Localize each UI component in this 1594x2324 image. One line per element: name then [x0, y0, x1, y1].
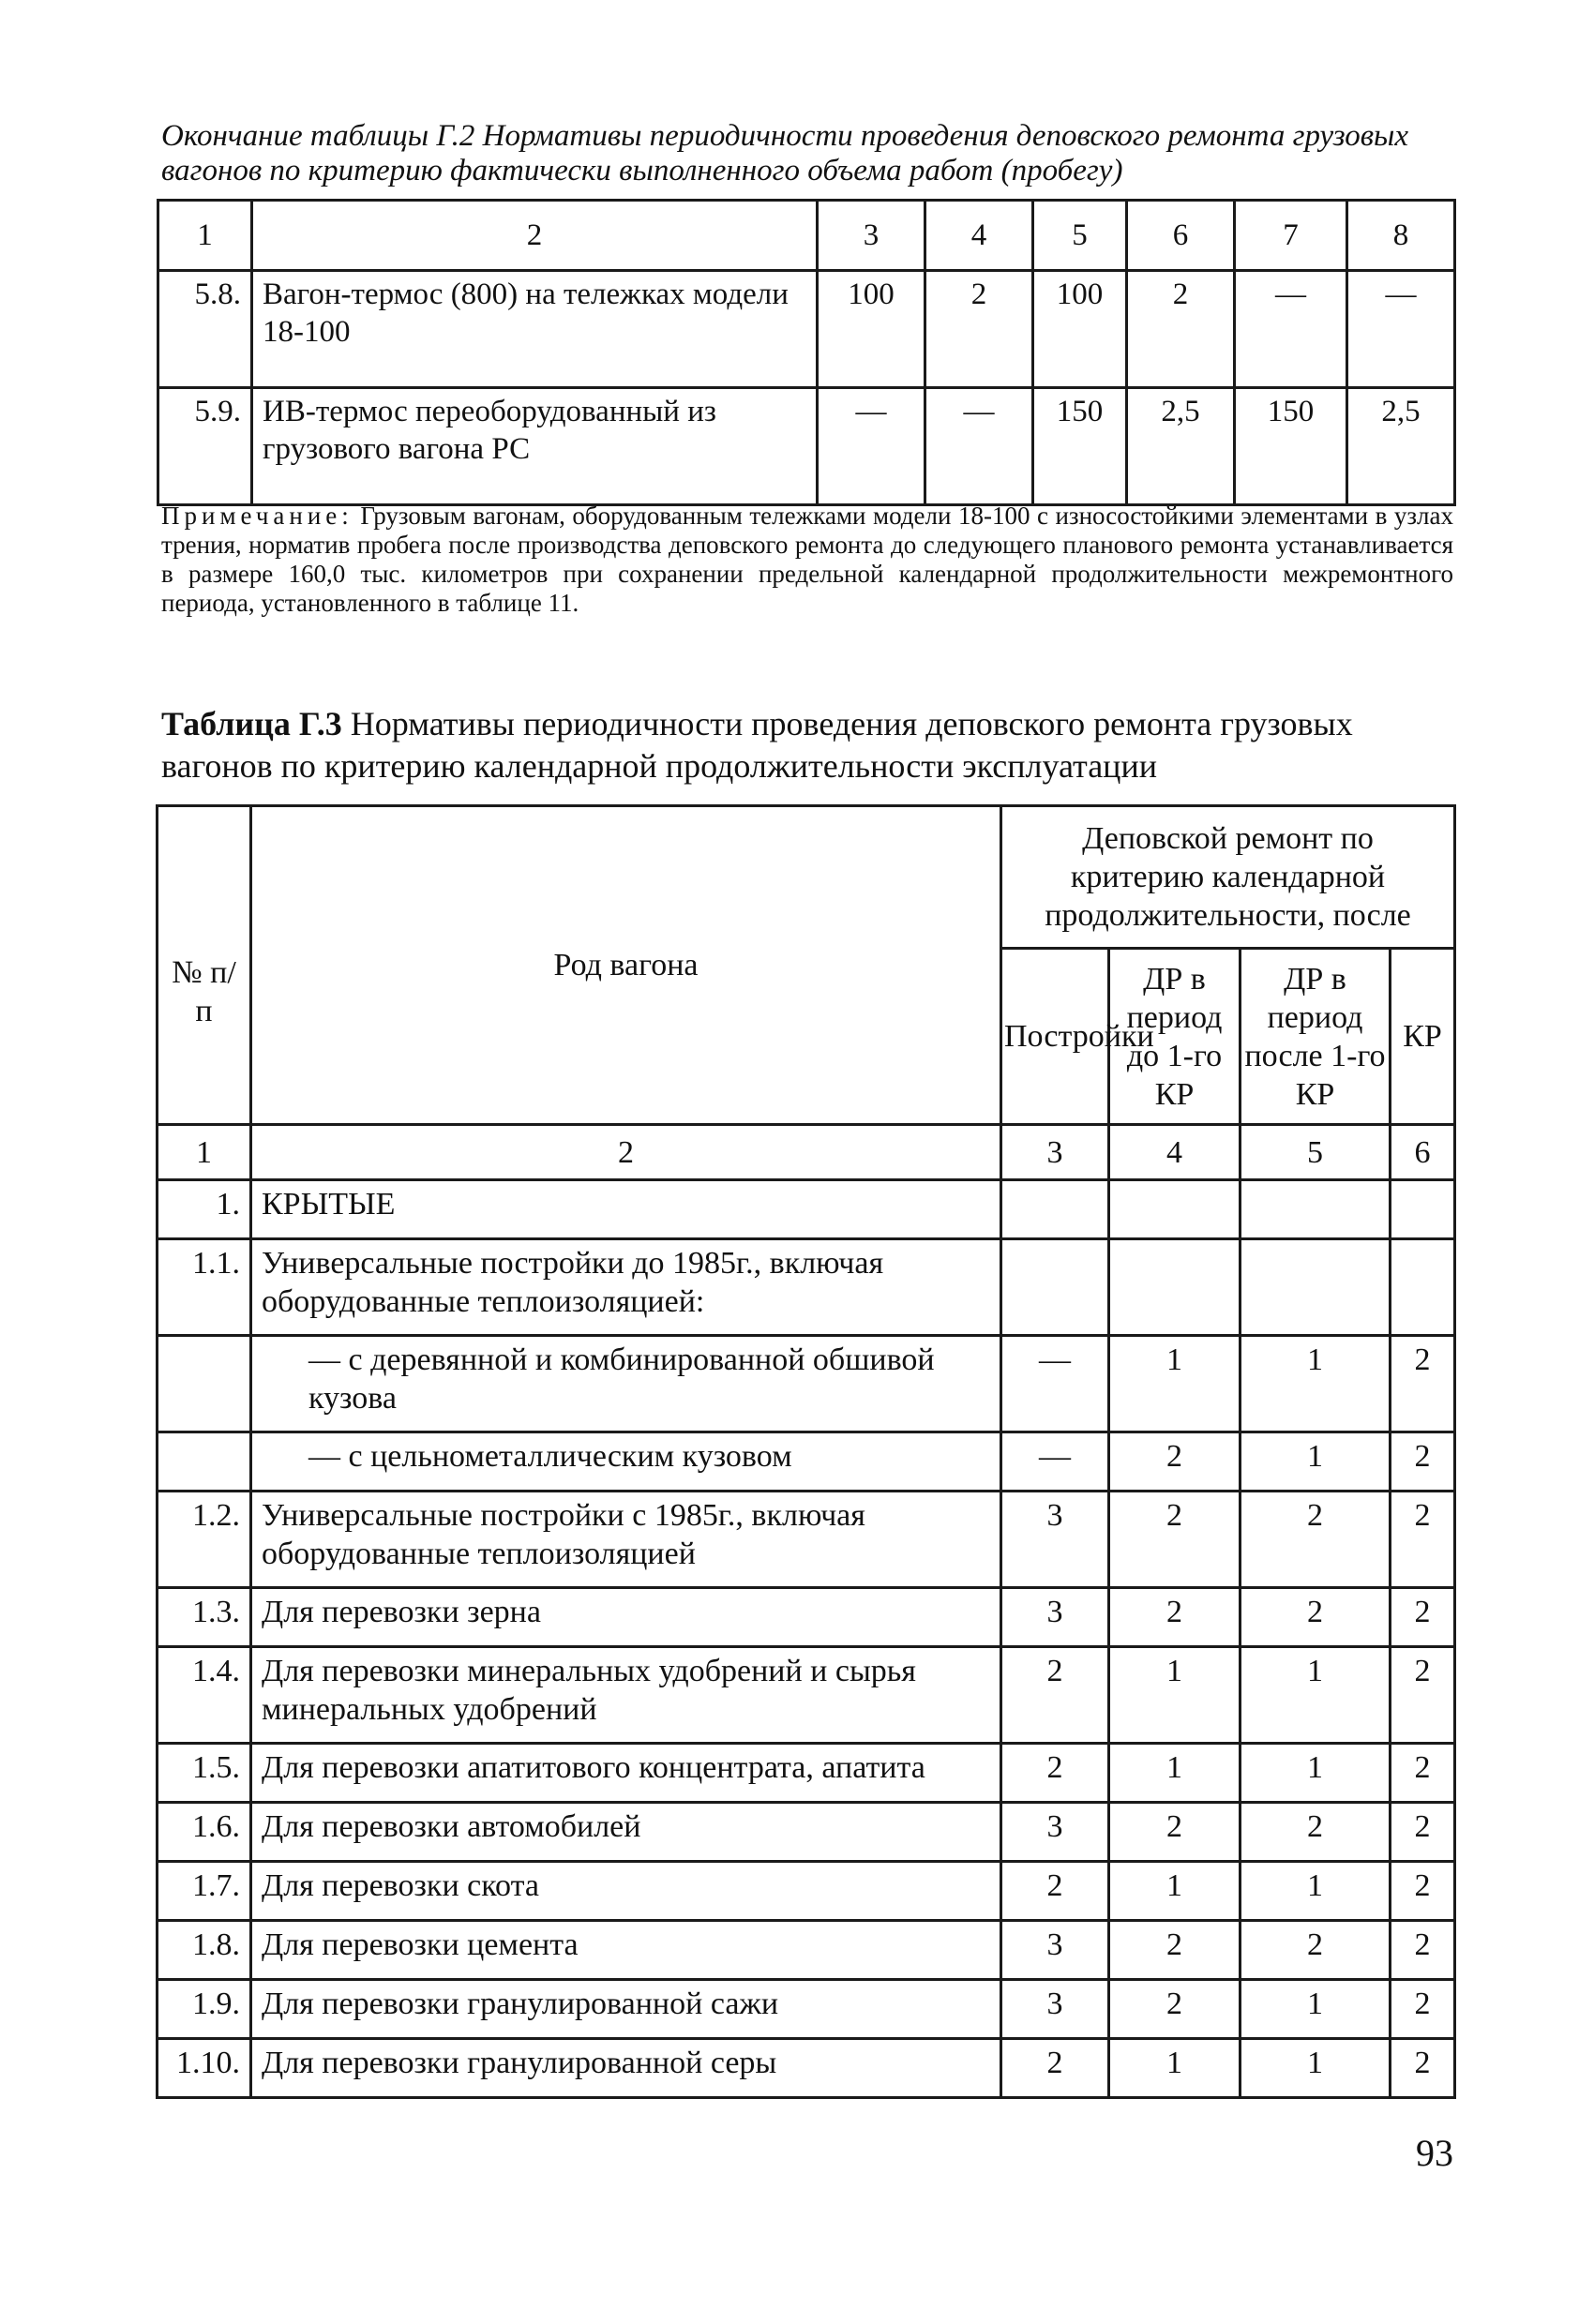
cell-value: 2: [1109, 1803, 1241, 1862]
col-number: 1: [158, 1125, 251, 1180]
cell-value: 2,5: [1127, 388, 1235, 505]
cell-value: 100: [1033, 271, 1127, 388]
wagon-type: КРЫТЫЕ: [251, 1180, 1001, 1239]
cell-value: 2: [1391, 1492, 1455, 1588]
table-g3-label: Таблица Г.3: [161, 705, 342, 742]
cell-value: —: [1001, 1336, 1109, 1432]
cell-value: [1001, 1180, 1109, 1239]
wagon-type: Для перевозки цемента: [251, 1921, 1001, 1980]
cell-value: 2: [1391, 1336, 1455, 1432]
cell-value: 2: [1241, 1492, 1391, 1588]
col-number: 3: [1001, 1125, 1109, 1180]
col-number: 7: [1235, 201, 1347, 271]
wagon-type: Универсальные постройки с 1985г., включая оборудованные теплоизоляцией: [251, 1492, 1001, 1588]
cell-value: 2: [1109, 1492, 1241, 1588]
col-number: 8: [1347, 201, 1455, 271]
cell-value: 1: [1109, 2039, 1241, 2098]
table-row: [158, 1432, 1455, 1492]
cell-value: 2: [1001, 1744, 1109, 1803]
cell-value: 1: [1241, 1744, 1391, 1803]
row-number: 1.7.: [158, 1862, 251, 1921]
wagon-type: Для перевозки гранулированной сажи: [251, 1980, 1001, 2039]
table-row: [158, 1239, 1455, 1336]
cell-value: 1: [1109, 1336, 1241, 1432]
cell-value: 2: [1109, 1432, 1241, 1492]
col-number: 6: [1127, 201, 1235, 271]
cell-value: 2: [1391, 2039, 1455, 2098]
table-g2-continuation-caption: Окончание таблицы Г.2 Нормативы периодичности проведения деповского ремонта грузовых вагонов по критерию фактически выполненного объема работ (пробегу): [161, 119, 1409, 187]
table-row: [158, 1180, 1455, 1239]
page-number: 93: [1416, 2132, 1453, 2174]
table-row: [158, 1492, 1455, 1588]
cell-value: 2: [1001, 1647, 1109, 1744]
col-header-depot-repair-group: Деповской ремонт по критерию календарной продолжительности, после: [1001, 806, 1455, 949]
cell-value: 2: [1109, 1980, 1241, 2039]
cell-value: 2: [1001, 2039, 1109, 2098]
cell-value: 1: [1109, 1647, 1241, 1744]
cell-value: 2: [1391, 1862, 1455, 1921]
cell-value: 2: [1391, 1980, 1455, 2039]
wagon-type: Для перевозки автомобилей: [251, 1803, 1001, 1862]
row-number: 5.9.: [158, 388, 252, 505]
col-number: 5: [1241, 1125, 1391, 1180]
row-number: 1.6.: [158, 1803, 251, 1862]
wagon-type: Для перевозки скота: [251, 1862, 1001, 1921]
table-row: [158, 1980, 1455, 2039]
cell-value: 1: [1241, 2039, 1391, 2098]
col-number: 6: [1391, 1125, 1455, 1180]
row-number: 1.10.: [158, 2039, 251, 2098]
table-row: [158, 1862, 1455, 1921]
col-number: 5: [1033, 201, 1127, 271]
wagon-type: Вагон-термос (800) на тележках модели 18-100: [252, 271, 818, 388]
cell-value: [1109, 1180, 1241, 1239]
cell-value: [1241, 1180, 1391, 1239]
table-row: [158, 271, 1455, 388]
row-number: [158, 1336, 251, 1432]
cell-value: 1: [1109, 1744, 1241, 1803]
row-number: 1.8.: [158, 1921, 251, 1980]
col-number: 3: [818, 201, 925, 271]
wagon-type: ИВ-термос переоборудованный из грузового вагона РС: [252, 388, 818, 505]
cell-value: 2: [1391, 1588, 1455, 1647]
cell-value: [1001, 1239, 1109, 1336]
cell-value: 2: [1391, 1803, 1455, 1862]
cell-value: [1391, 1180, 1455, 1239]
table-row: [158, 2039, 1455, 2098]
col-number: 1: [158, 201, 252, 271]
wagon-type: Для перевозки гранулированной серы: [251, 2039, 1001, 2098]
table-g3: [156, 804, 1456, 2099]
cell-value: 100: [818, 271, 925, 388]
col-number: 2: [252, 201, 818, 271]
cell-value: 1: [1241, 1862, 1391, 1921]
cell-value: 1: [1241, 1336, 1391, 1432]
wagon-type: Универсальные постройки до 1985г., включая оборудованные теплоизоляцией:: [251, 1239, 1001, 1336]
row-number: 1.9.: [158, 1980, 251, 2039]
cell-value: 1: [1241, 1647, 1391, 1744]
col-header-dr-after-kr: ДР в период после 1-го КР: [1241, 949, 1391, 1125]
table-g2-header-row: [158, 201, 1455, 271]
cell-value: —: [818, 388, 925, 505]
cell-value: 1: [1109, 1862, 1241, 1921]
table-g3-column-numbers: [158, 1125, 1455, 1180]
cell-value: 3: [1001, 1921, 1109, 1980]
cell-value: 150: [1235, 388, 1347, 505]
cell-value: 2: [925, 271, 1033, 388]
cell-value: [1391, 1239, 1455, 1336]
col-number: 2: [251, 1125, 1001, 1180]
note-text: Грузовым вагонам, оборудованным тележками модели 18-100 с износостойкими элементами в узлах трения, норматив пробега после производства деповского ремонта до следующего планового ремонта устанавливается в размере 160,0 тыс. километров при сохранении предельной календарной продолжительности межремонтного периода, установленного в таблице 11.: [161, 502, 1453, 617]
cell-value: 2: [1391, 1744, 1455, 1803]
row-number: 5.8.: [158, 271, 252, 388]
wagon-type: Для перевозки минеральных удобрений и сырья минеральных удобрений: [251, 1647, 1001, 1744]
cell-value: 2: [1391, 1432, 1455, 1492]
row-number: 1.: [158, 1180, 251, 1239]
col-header-wagon-type: Род вагона: [251, 806, 1001, 1125]
row-number: 1.1.: [158, 1239, 251, 1336]
cell-value: 3: [1001, 1588, 1109, 1647]
cell-value: 2: [1241, 1921, 1391, 1980]
table-g2-end: [157, 199, 1456, 506]
cell-value: 2: [1241, 1803, 1391, 1862]
cell-value: 3: [1001, 1980, 1109, 2039]
cell-value: 2: [1391, 1921, 1455, 1980]
cell-value: 2: [1127, 271, 1235, 388]
cell-value: [1109, 1239, 1241, 1336]
cell-value: 150: [1033, 388, 1127, 505]
col-header-kr: КР: [1391, 949, 1455, 1125]
table-row: [158, 1803, 1455, 1862]
row-number: [158, 1432, 251, 1492]
cell-value: 2: [1109, 1921, 1241, 1980]
table-g3-title: Нормативы периодичности проведения деповского ремонта грузовых вагонов по критерию календарной продолжительности эксплуатации: [161, 705, 1353, 785]
table-row: [158, 1588, 1455, 1647]
cell-value: —: [925, 388, 1033, 505]
cell-value: 3: [1001, 1492, 1109, 1588]
col-number: 4: [925, 201, 1033, 271]
wagon-type: Для перевозки апатитового концентрата, апатита: [251, 1744, 1001, 1803]
table-row: [158, 1921, 1455, 1980]
cell-value: 2,5: [1347, 388, 1455, 505]
table-g3-header-row: [158, 806, 1455, 949]
cell-value: 2: [1109, 1588, 1241, 1647]
cell-value: —: [1235, 271, 1347, 388]
row-number: 1.2.: [158, 1492, 251, 1588]
cell-value: [1241, 1239, 1391, 1336]
row-number: 1.5.: [158, 1744, 251, 1803]
cell-value: —: [1001, 1432, 1109, 1492]
wagon-type: — с деревянной и комбинированной обшивой кузова: [251, 1336, 1001, 1432]
cell-value: —: [1347, 271, 1455, 388]
table-row: [158, 1647, 1455, 1744]
table-row: [158, 1744, 1455, 1803]
wagon-type: Для перевозки зерна: [251, 1588, 1001, 1647]
row-number: 1.3.: [158, 1588, 251, 1647]
cell-value: 2: [1391, 1647, 1455, 1744]
table-note: [161, 502, 1453, 618]
col-header-dr-before-kr: ДР в период до 1-го КР: [1109, 949, 1241, 1125]
note-label: Примечание:: [161, 502, 353, 530]
cell-value: 1: [1241, 1980, 1391, 2039]
col-number: 4: [1109, 1125, 1241, 1180]
table-row: [158, 388, 1455, 505]
table-row: [158, 1336, 1455, 1432]
wagon-type: — с цельнометаллическим кузовом: [251, 1432, 1001, 1492]
row-number: 1.4.: [158, 1647, 251, 1744]
table-g3-caption: [161, 703, 1465, 787]
cell-value: 3: [1001, 1803, 1109, 1862]
cell-value: 2: [1241, 1588, 1391, 1647]
col-header-construction: Постройки: [1001, 949, 1109, 1125]
cell-value: 1: [1241, 1432, 1391, 1492]
cell-value: 2: [1001, 1862, 1109, 1921]
col-header-number: № п/п: [158, 806, 251, 1125]
